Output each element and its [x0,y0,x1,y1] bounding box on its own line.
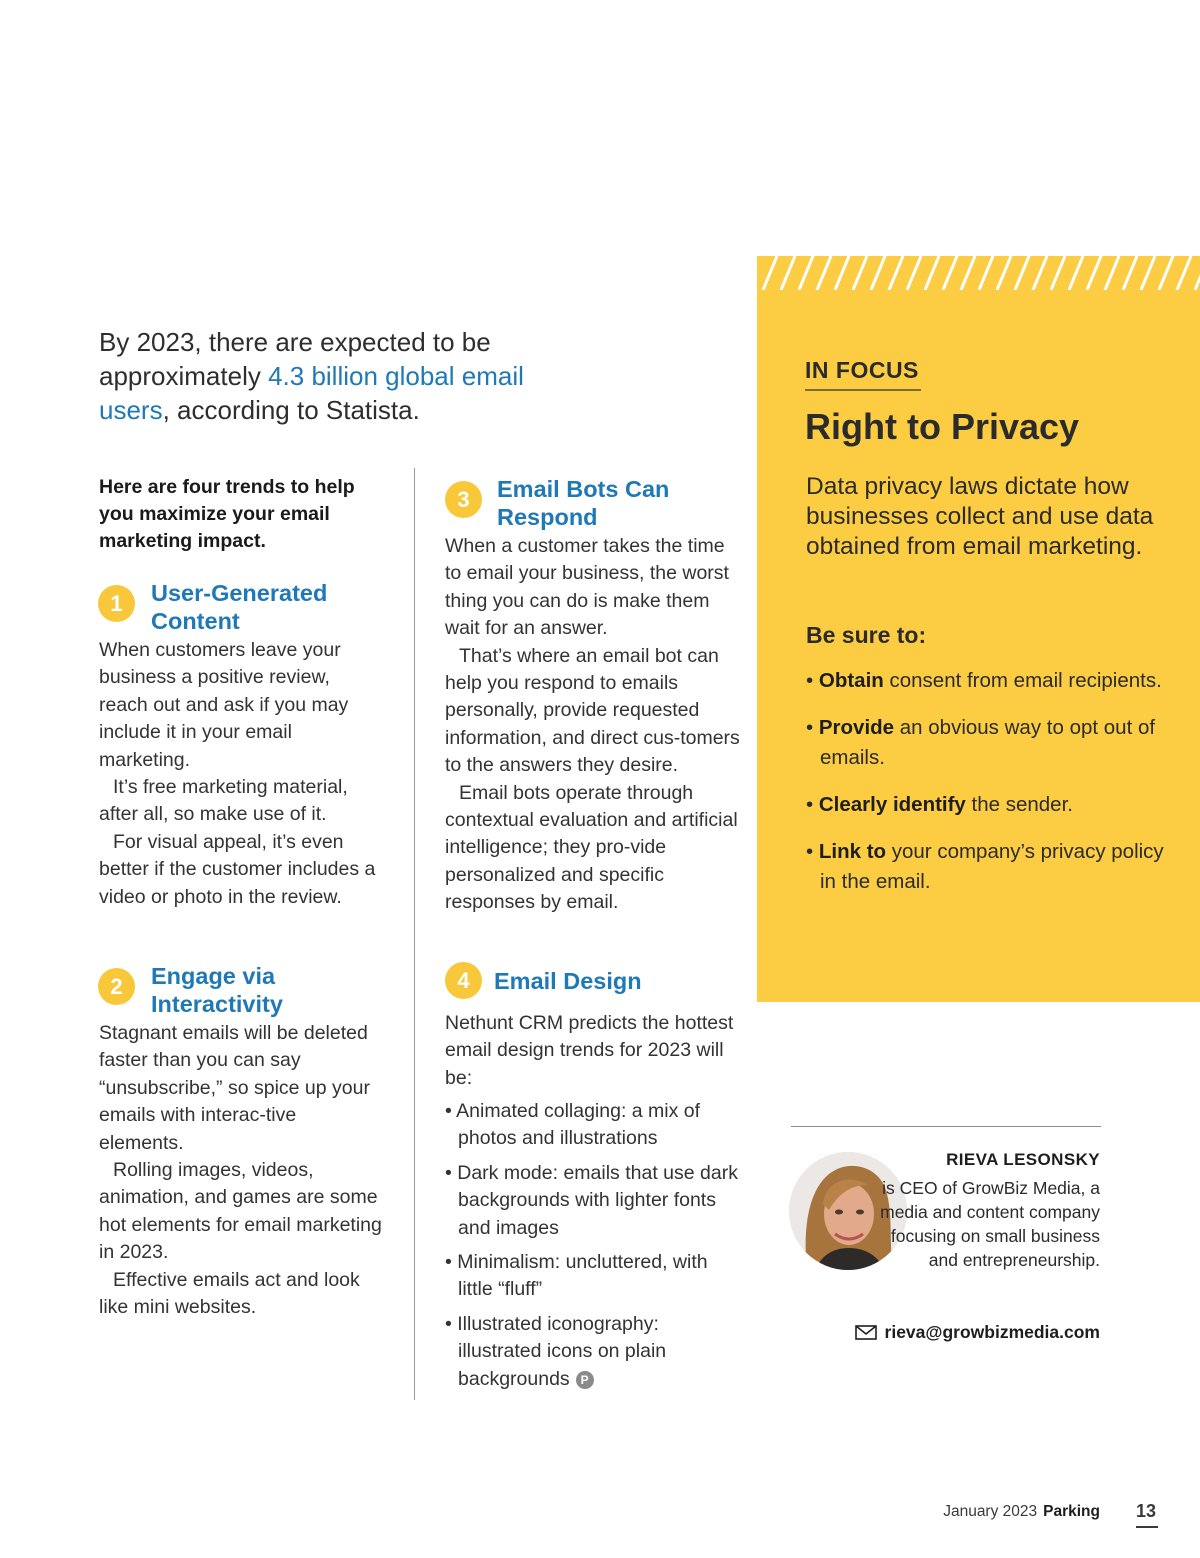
section-3-paragraph: Email bots operate through contextual evaluation and artificial intelligence; they pro-vide personalized and specific responses by email. [445,781,738,914]
list-item: • Clearly identify the sender. [806,793,1073,816]
list-item: • Illustrated iconography: illustrated icons on plain backgrounds P [445,1312,667,1390]
list-item-bold: Clearly identify [818,793,966,816]
column-divider [414,468,415,1400]
list-item-bold: Obtain [818,669,884,692]
in-focus-sidebar [757,256,1200,1002]
section-4-body [445,1010,735,1092]
section-3-badge: 3 [445,481,482,518]
section-4-paragraph: Nethunt CRM predicts the hottest email design trends for 2023 will be: [445,1012,734,1089]
intro-highlight: 4.3 billion global email users [99,361,524,425]
section-1-badge: 1 [98,585,135,622]
hatch-stripes [757,256,1200,290]
in-focus-label: IN FOCUS [805,357,919,383]
intro-text-before: By 2023, there are expected to be approximately [99,327,491,391]
section-3-title: Email Bots Can Respond [497,476,670,530]
list-item-text: Minimalism: uncluttered, with little “fluff” [457,1251,708,1301]
list-item: • Link to your company’s privacy policy in the email. [806,840,1164,893]
list-item: • Minimalism: uncluttered, with little “fluff” [445,1251,708,1301]
section-2-badge: 2 [98,968,135,1005]
end-mark-icon: P [576,1371,594,1389]
mail-icon [855,1325,877,1340]
section-1-paragraph: For visual appeal, it’s even better if the customer includes a video or photo in the review. [99,830,376,908]
section-2-paragraph: Stagnant emails will be deleted faster than you can say “unsubscribe,” so spice up your emails with interac-tive elements. [99,1022,370,1154]
sidebar-title: Right to Privacy [805,406,1080,447]
section-3-paragraph: That’s where an email bot can help you respond to emails personally, provide requested information, and direct cus-tomers to the answers they desire. [445,644,740,777]
section-2-paragraph: Rolling images, videos, animation, and games are some hot elements for email marketing in 2023. [99,1159,382,1264]
list-item-bold: Provide [818,716,895,739]
list-item-bold: Link to [818,840,887,863]
lede: Here are four trends to help you maximize your email marketing impact. [99,476,355,552]
section-4-title: Email Design [494,968,642,994]
section-1-paragraph: When customers leave your business a positive review, reach out and ask if you may include it in your email marketing. [99,639,349,771]
intro-text-after: , according to Statista. [162,395,420,425]
page-footer [900,1503,1100,1521]
list-item-text: an obvious way to opt out of emails. [820,716,1156,769]
section-2-body [99,1020,384,1321]
footer-publication: Parking [1043,1503,1100,1520]
section-4-badge: 4 [445,962,482,999]
author-email-text[interactable]: rieva@growbizmedia.com [884,1322,1100,1342]
page-number-underline [1136,1526,1158,1528]
sidebar-subhead: Be sure to: [806,622,927,648]
author-email[interactable] [820,1322,1100,1343]
list-item-text: Animated collaging: a mix of photos and illustrations [456,1100,701,1150]
list-item-text: Illustrated iconography: illustrated icons on plain backgrounds [457,1312,667,1390]
list-item: • Animated collaging: a mix of photos and illustrations [445,1100,701,1150]
in-focus-underline [805,389,921,391]
list-item-text: Dark mode: emails that use dark backgrounds with lighter fonts and images [457,1161,738,1239]
privacy-checklist [806,666,1176,914]
list-item-text: consent from email recipients. [883,669,1162,692]
section-2-title: Engage via Interactivity [151,963,283,1017]
author-name: RIEVA LESONSKY [946,1150,1100,1169]
section-3-body [445,533,745,917]
design-trends-list [445,1098,740,1400]
footer-date: January 2023 [943,1503,1038,1520]
section-1-body [99,637,384,911]
author-divider [791,1126,1101,1127]
section-3-paragraph: When a customer takes the time to email your business, the worst thing you can do is make them wait for an answer. [445,535,729,640]
section-1-title: User-Generated Content [151,580,328,634]
list-item-text: your company’s privacy policy in the email. [820,840,1164,893]
list-item-text: the sender. [965,793,1073,816]
list-item: • Provide an obvious way to opt out of emails. [806,716,1156,769]
intro-statement [99,325,569,427]
list-item: • Dark mode: emails that use dark backgrounds with lighter fonts and images [445,1161,738,1239]
section-1-paragraph: It’s free marketing material, after all, so make use of it. [99,776,348,826]
sidebar-intro: Data privacy laws dictate how businesses collect and use data obtained from email marketing. [806,473,1154,560]
page-number: 13 [1136,1501,1157,1521]
section-2-paragraph: Effective emails act and look like mini websites. [99,1268,360,1319]
list-item: • Obtain consent from email recipients. [806,669,1162,692]
author-bio: is CEO of GrowBiz Media, a media and content company focusing on small business and entrepreneurship. [880,1178,1100,1270]
